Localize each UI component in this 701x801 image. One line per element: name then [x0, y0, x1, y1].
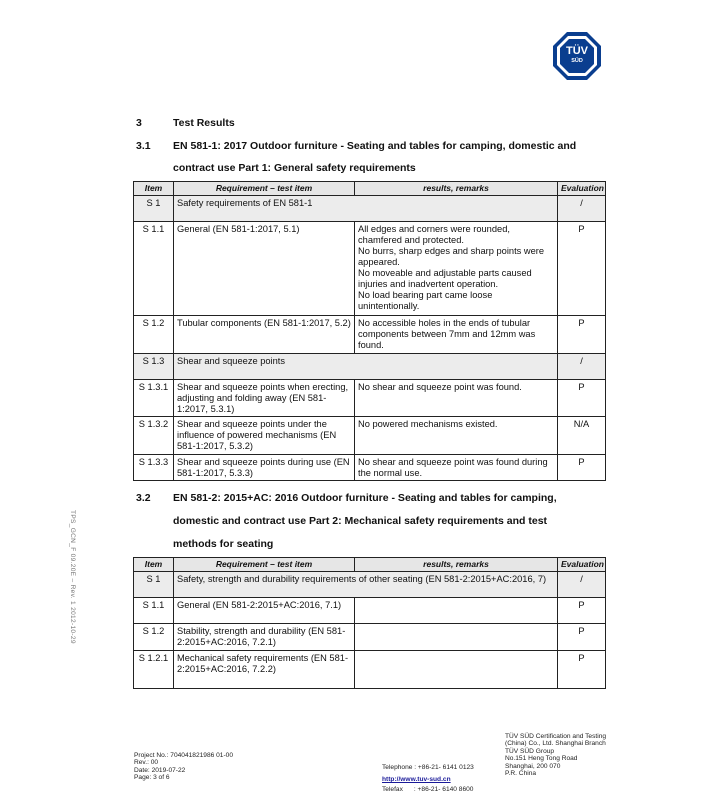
- section-3-2-title-line1: EN 581-2: 2015+AC: 2016 Outdoor furniture - Seating and tables for camping,: [173, 492, 557, 504]
- cell-item: S 1.3.3: [134, 455, 174, 481]
- cell-evaluation: P: [558, 598, 606, 624]
- logo-text: TÜV: [566, 45, 588, 57]
- section-3-2-title-line3: methods for seating: [173, 538, 274, 550]
- cell-item: S 1.2: [134, 316, 174, 354]
- cell-results: No shear and squeeze point was found during the normal use.: [355, 455, 558, 481]
- header-evaluation: Evaluation: [558, 558, 606, 572]
- table-row: [134, 455, 606, 481]
- cell-evaluation: /: [558, 354, 606, 380]
- cell-item: S 1.1: [134, 598, 174, 624]
- section-3-2-number: 3.2: [136, 492, 151, 504]
- cell-item: S 1.3: [134, 354, 174, 380]
- cell-evaluation: /: [558, 572, 606, 598]
- cell-item: S 1.3.2: [134, 417, 174, 455]
- cell-requirement: Safety, strength and durability requirements of other seating (EN 581-2:2015+AC:2016, 7): [174, 572, 558, 598]
- cell-item: S 1.2: [134, 624, 174, 651]
- cell-requirement: General (EN 581-1:2017, 5.1): [174, 222, 355, 316]
- table-row: [134, 316, 606, 354]
- footer-company-line2: (China) Co., Ltd. Shanghai Branch: [505, 740, 606, 748]
- section-3-title: Test Results: [173, 117, 235, 129]
- footer-date: Date: 2019-07-22: [134, 766, 186, 774]
- table-row: [134, 651, 606, 689]
- cell-item: S 1.1: [134, 222, 174, 316]
- form-reference-side-text: TPS_GCN_F 09.20E – Rev. 1 2012-10-29: [69, 510, 76, 644]
- requirements-table-en581-1: [133, 181, 606, 481]
- cell-requirement: Shear and squeeze points when erecting, adjusting and folding away (EN 581-1:2017, 5.3.1): [174, 380, 355, 417]
- cell-requirement: Shear and squeeze points during use (EN 581-1:2017, 5.3.3): [174, 455, 355, 481]
- section-3-2-title-line2: domestic and contract use Part 2: Mechanical safety requirements and test: [173, 515, 548, 527]
- cell-evaluation: P: [558, 651, 606, 689]
- cell-results: [355, 624, 558, 651]
- cell-requirement: Shear and squeeze points: [174, 354, 558, 380]
- table-row: [134, 354, 606, 380]
- footer-address-line1: No.151 Heng Tong Road: [505, 755, 578, 763]
- cell-evaluation: P: [558, 624, 606, 651]
- cell-evaluation: P: [558, 222, 606, 316]
- cell-requirement: Stability, strength and durability (EN 581-2:2015+AC:2016, 7.2.1): [174, 624, 355, 651]
- cell-requirement: Tubular components (EN 581-1:2017, 5.2): [174, 316, 355, 354]
- cell-requirement: General (EN 581-2:2015+AC:2016, 7.1): [174, 598, 355, 624]
- section-3-1-number: 3.1: [136, 140, 151, 152]
- logo-subtext: SÜD: [571, 58, 583, 64]
- cell-evaluation: P: [558, 380, 606, 417]
- cell-item: S 1: [134, 196, 174, 222]
- cell-item: S 1: [134, 572, 174, 598]
- table-row: [134, 624, 606, 651]
- cell-evaluation: P: [558, 455, 606, 481]
- cell-results: No accessible holes in the ends of tubular components between 7mm and 12mm was found.: [355, 316, 558, 354]
- cell-results: [355, 651, 558, 689]
- header-results: results, remarks: [355, 558, 558, 572]
- cell-evaluation: P: [558, 316, 606, 354]
- table-row: [134, 598, 606, 624]
- header-requirement: Requirement – test item: [174, 558, 355, 572]
- cell-evaluation: N/A: [558, 417, 606, 455]
- cell-results: No powered mechanisms existed.: [355, 417, 558, 455]
- cell-requirement: Safety requirements of EN 581-1: [174, 196, 558, 222]
- header-results: results, remarks: [355, 182, 558, 196]
- cell-item: S 1.2.1: [134, 651, 174, 689]
- footer-company-line1: TÜV SÜD Certification and Testing: [505, 733, 607, 740]
- header-item: Item: [134, 182, 174, 196]
- footer-project-block: [134, 752, 233, 782]
- cell-results: No shear and squeeze point was found.: [355, 380, 558, 417]
- cell-results: All edges and corners were rounded, chamfered and protected. No burrs, sharp edges and sharp points were appeared. No moveable and adjustable parts caused injuries and inadvertent operation. No load bearing part came loose unintentionally.: [355, 222, 558, 316]
- footer-revision: Rev.: 00: [134, 759, 159, 767]
- footer-address-line3: P.R. China: [505, 770, 537, 778]
- section-3-number: 3: [136, 117, 142, 129]
- header-requirement: Requirement – test item: [174, 182, 355, 196]
- table-row: [134, 196, 606, 222]
- footer-company-block: [505, 733, 606, 777]
- table-row: [134, 417, 606, 455]
- header-evaluation: Evaluation: [558, 182, 606, 196]
- footer-contact-block: [382, 749, 474, 801]
- table-row: [134, 222, 606, 316]
- section-3-1-title-line2: contract use Part 1: General safety requirements: [173, 162, 416, 174]
- cell-item: S 1.3.1: [134, 380, 174, 417]
- footer-telephone: Telephone : +86-21- 6141 0123: [382, 763, 474, 771]
- cell-results: [355, 598, 558, 624]
- table-header-row: [134, 182, 606, 196]
- table-row: [134, 380, 606, 417]
- footer-telefax: Telefax : +86-21- 6140 8600: [382, 786, 474, 794]
- footer-website-link[interactable]: http://www.tuv-sud.cn: [382, 776, 451, 783]
- footer-address-line2: Shanghai, 200 070: [505, 762, 561, 770]
- requirements-table-en581-2: [133, 557, 606, 689]
- table-header-row: [134, 558, 606, 572]
- footer-company-line3: TÜV SÜD Group: [505, 747, 555, 755]
- cell-requirement: Shear and squeeze points under the influence of powered mechanisms (EN 581-1:2017, 5.3.2): [174, 417, 355, 455]
- section-3-1-title-line1: EN 581-1: 2017 Outdoor furniture - Seating and tables for camping, domestic and: [173, 140, 577, 152]
- footer-project-number: Project No.: 704041821986 01-00: [134, 752, 233, 759]
- footer-page: Page: 3 of 6: [134, 774, 170, 782]
- header-item: Item: [134, 558, 174, 572]
- table-row: [134, 572, 606, 598]
- cell-evaluation: /: [558, 196, 606, 222]
- cell-requirement: Mechanical safety requirements (EN 581-2:2015+AC:2016, 7.2.2): [174, 651, 355, 689]
